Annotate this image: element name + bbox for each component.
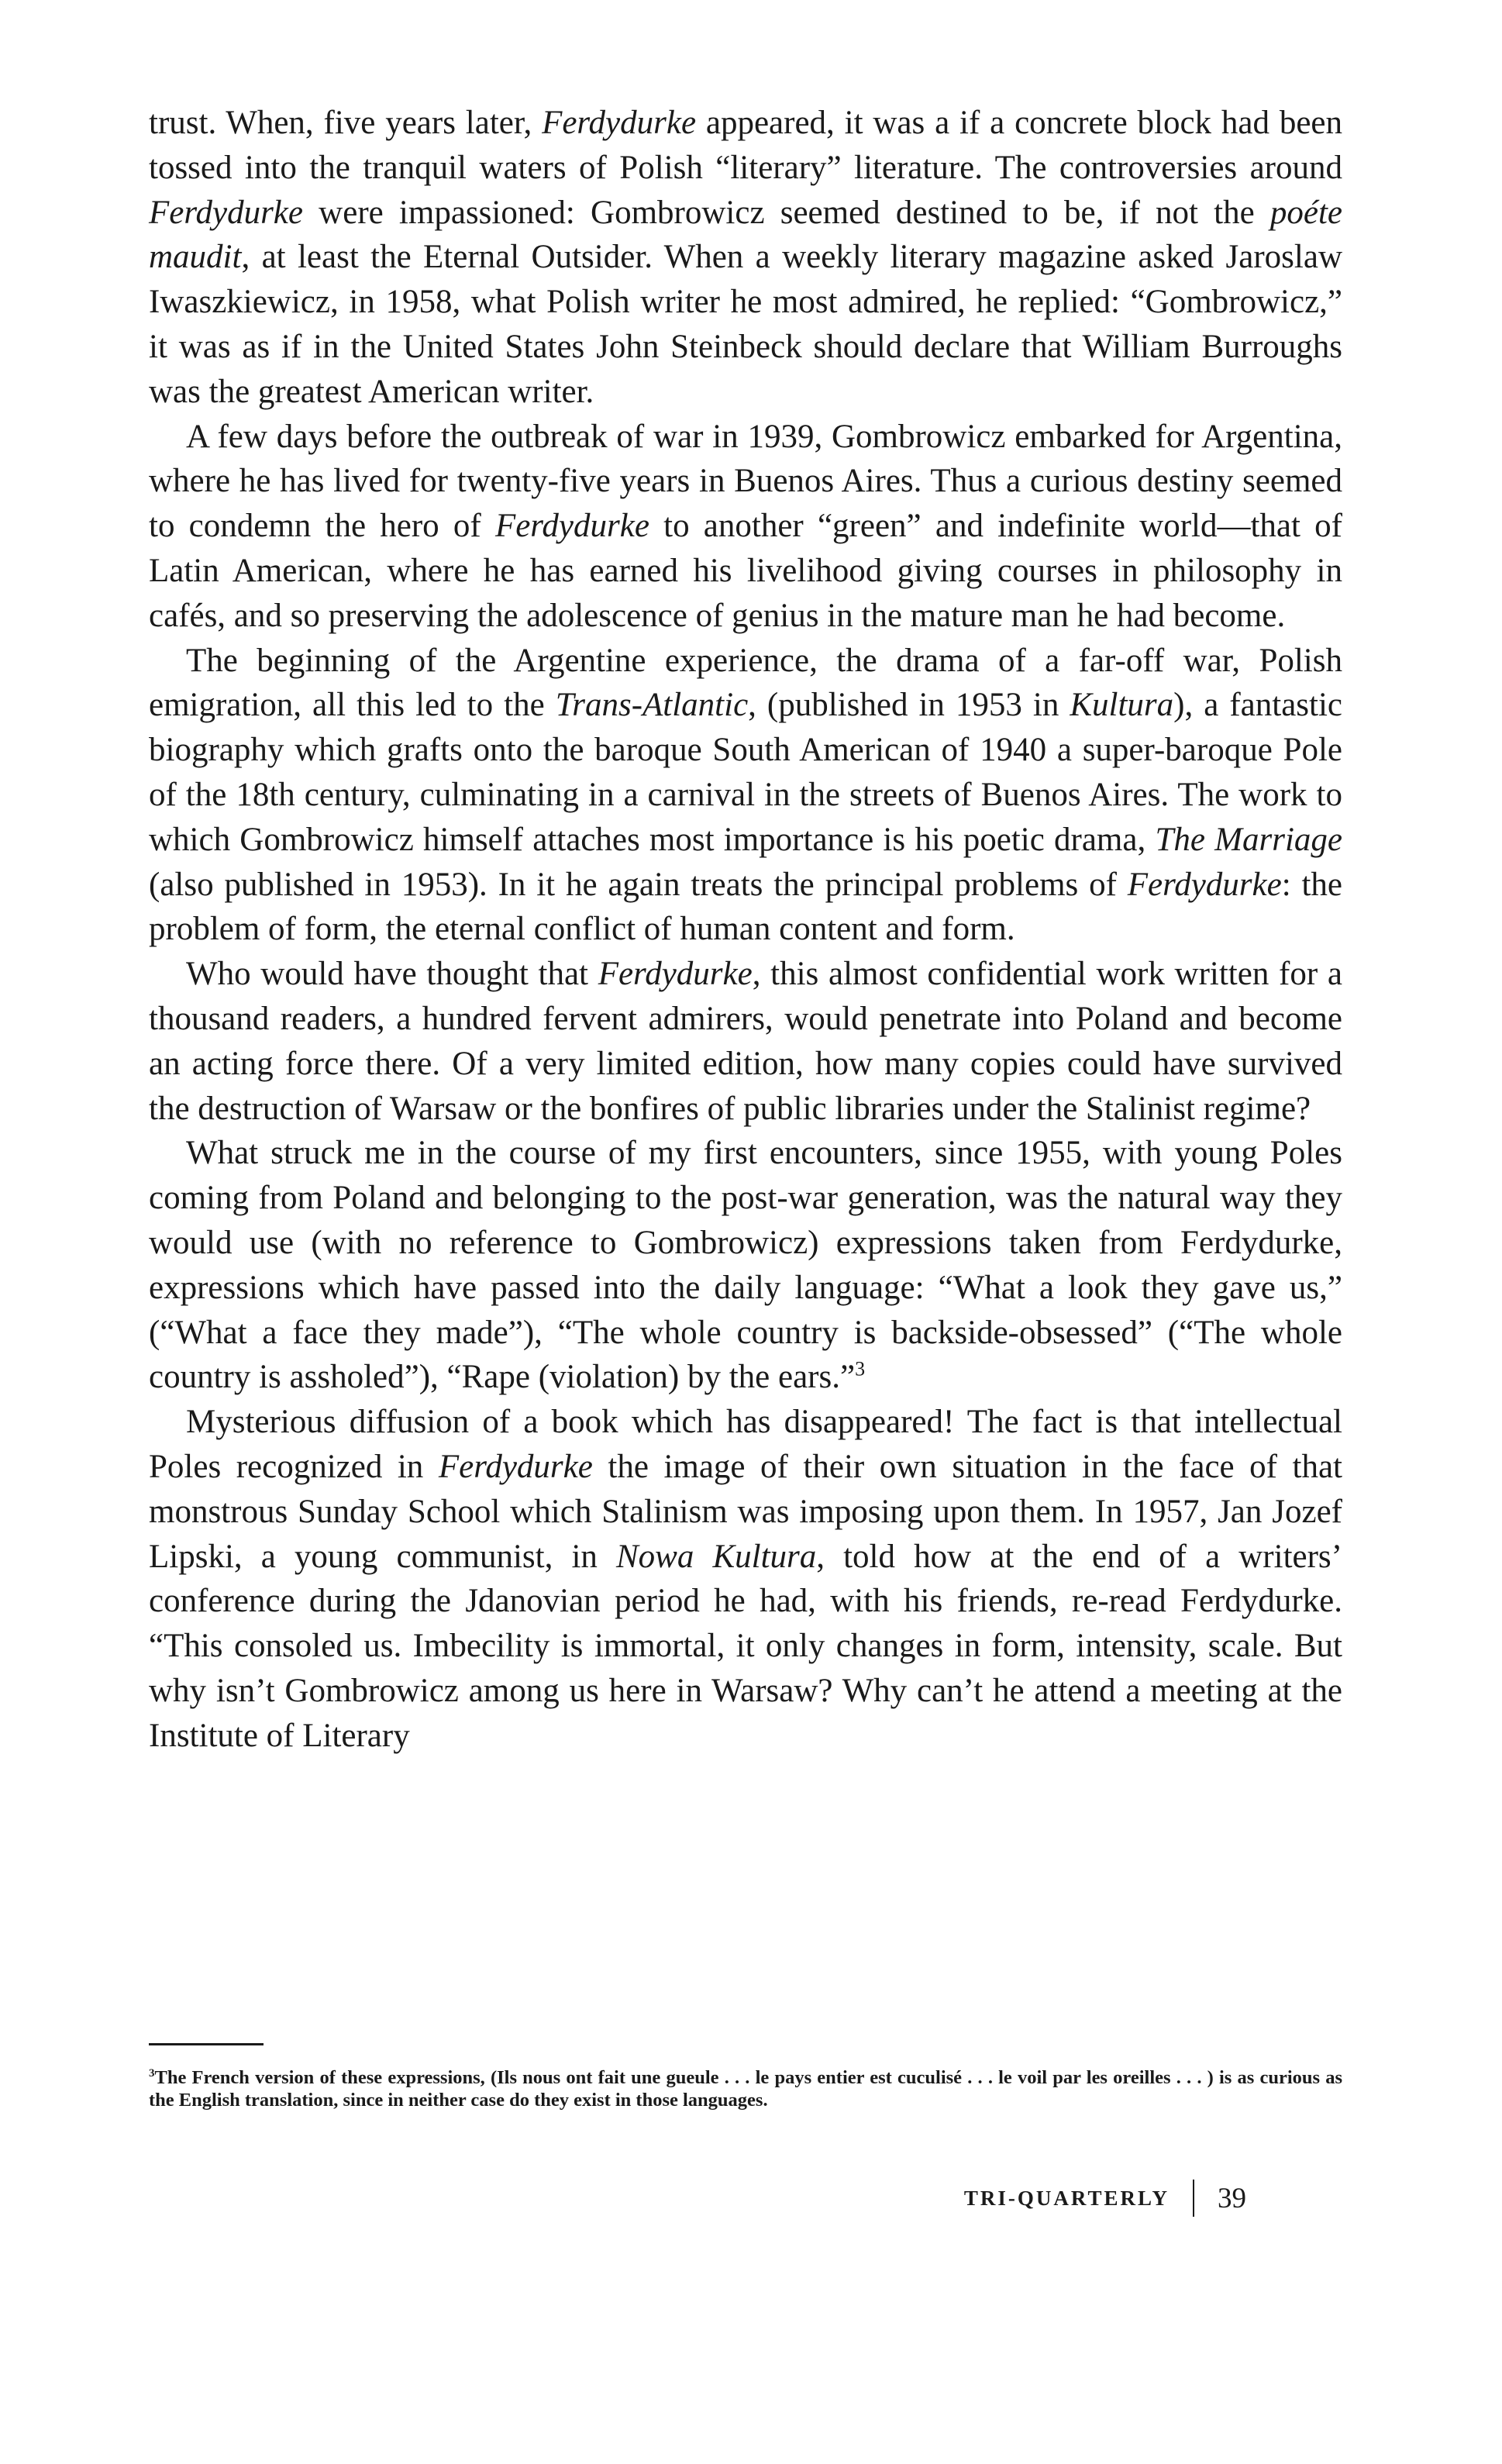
paragraph-3 xyxy=(149,639,1342,953)
italic-title: Trans-Atlantic xyxy=(555,687,749,724)
page-number: 39 xyxy=(1218,2182,1246,2214)
text-run: : the problem of form, the eternal conflict of human content and form. xyxy=(149,866,1343,948)
text-run: , told how at the end of a writers’ conference during the Jdanovian period he had, with his friends, re-read Ferdydurke. “This consoled us. Imbecility is immortal, it only changes in form, intensity, scale. But why isn’t Gombrowicz among us here in Warsaw? Why can’t he attend a meeting at the Institute of Literary xyxy=(149,1538,1342,1754)
footer-divider xyxy=(1193,2180,1194,2217)
page-body xyxy=(149,101,1342,1758)
footnote-reference: 3 xyxy=(855,1357,866,1380)
italic-title: The Marriage xyxy=(1155,821,1342,858)
text-run: What struck me in the course of my first encounters, since 1955, with young Poles coming from Poland and belonging to the post-war generation, was the natural way they would use (with no reference to Gombrowicz) expressions taken from Ferdydurke, expressions which have passed into the daily language: “What a look they gave us,” (“What a face they made”), “The whole country is backside-obsessed” (“The whole country is assholed”), “Rape (violation) by the ears.” xyxy=(149,1135,1342,1396)
italic-title: Ferdydurke xyxy=(494,508,649,545)
paragraph-6 xyxy=(149,1400,1342,1758)
paragraph-5 xyxy=(149,1131,1342,1400)
text-run: A few days before the outbreak of war in 1939, Gombrowicz embarked for Argentina, where he has lived for twenty-five years in Buenos Aires. Thus a curious destiny seemed to condemn the hero of xyxy=(149,418,1342,545)
italic-title: Ferdydurke xyxy=(1127,866,1282,903)
footnote xyxy=(149,2066,1342,2111)
text-run: , this almost confidential work written for a thousand readers, a hundred fervent admirers, would penetrate into Poland and become an acting force there. Of a very limited edition, how many copies could have survived the destruction of Warsaw or the bonfires of public libraries under the Stalinist regime? xyxy=(149,956,1342,1127)
text-run: Who would have thought that xyxy=(186,956,598,993)
footnote-divider xyxy=(149,2043,264,2045)
footnote-text: The French version of these expressions, (Ils nous ont fait une gueule . . . le pays entier est cuculisé . . . le voil par les oreilles . . . ) is as curious as the English translation, since in neither case do they exist in those languages. xyxy=(149,2067,1342,2111)
paragraph-1 xyxy=(149,101,1342,415)
text-run: Mysterious diffusion of a book which has disappeared! The fact is that intellectual Poles recognized in xyxy=(149,1404,1342,1485)
text-run: trust. When, five years later, xyxy=(149,105,543,141)
text-run: The beginning of the Argentine experience, the drama of a far-off war, Polish emigration, all this led to the xyxy=(149,642,1342,724)
italic-title: Ferdydurke xyxy=(438,1448,593,1485)
italic-title: Ferdydurke xyxy=(542,105,697,141)
text-run: the image of their own situation in the face of that monstrous Sunday School which Stalinism was imposing upon them. In 1957, Jan Jozef Lipski, a young communist, in xyxy=(149,1448,1342,1575)
italic-title: Ferdydurke xyxy=(598,956,753,993)
italic-title: Kultura xyxy=(1070,687,1174,724)
italic-title: Ferdydurke xyxy=(149,194,303,231)
paragraph-4 xyxy=(149,952,1342,1131)
text-run: ), a fantastic biography which grafts onto the baroque South American of 1940 a super-baroque Pole of the 18th century, culminating in a carnival in the streets of Buenos Aires. The work to which Gombrowicz himself attaches most importance is his poetic drama, xyxy=(149,687,1342,858)
article-body xyxy=(149,101,1342,1758)
footnote-marker: 3 xyxy=(149,2066,155,2080)
text-run: (also published in 1953). In it he again treats the principal problems of xyxy=(149,866,1128,903)
italic-title: poéte maudit xyxy=(149,194,1342,276)
paragraph-2 xyxy=(149,415,1342,639)
running-footer xyxy=(964,2180,1246,2217)
text-run: , (published in 1953 in xyxy=(748,687,1070,724)
text-run: appeared, it was a if a concrete block had been tossed into the tranquil waters of Polish “literary” literature. The controversies around xyxy=(149,105,1342,186)
text-run: to another “green” and indefinite world—that of Latin American, where he has earned his livelihood giving courses in philosophy in cafés, and so preserving the adolescence of genius in the mature man he had become. xyxy=(149,508,1342,634)
text-run: were impassioned: Gombrowicz seemed destined to be, if not the xyxy=(302,194,1270,231)
journal-name: TRI-QUARTERLY xyxy=(963,2186,1170,2210)
text-run: , at least the Eternal Outsider. When a weekly literary magazine asked Jaroslaw Iwaszkiewicz, in 1958, what Polish writer he most admired, he replied: “Gombrowicz,” it was as if in the United States John Steinbeck should declare that William Burroughs was the greatest American writer. xyxy=(149,239,1342,410)
italic-title: Nowa Kultura xyxy=(616,1538,817,1575)
